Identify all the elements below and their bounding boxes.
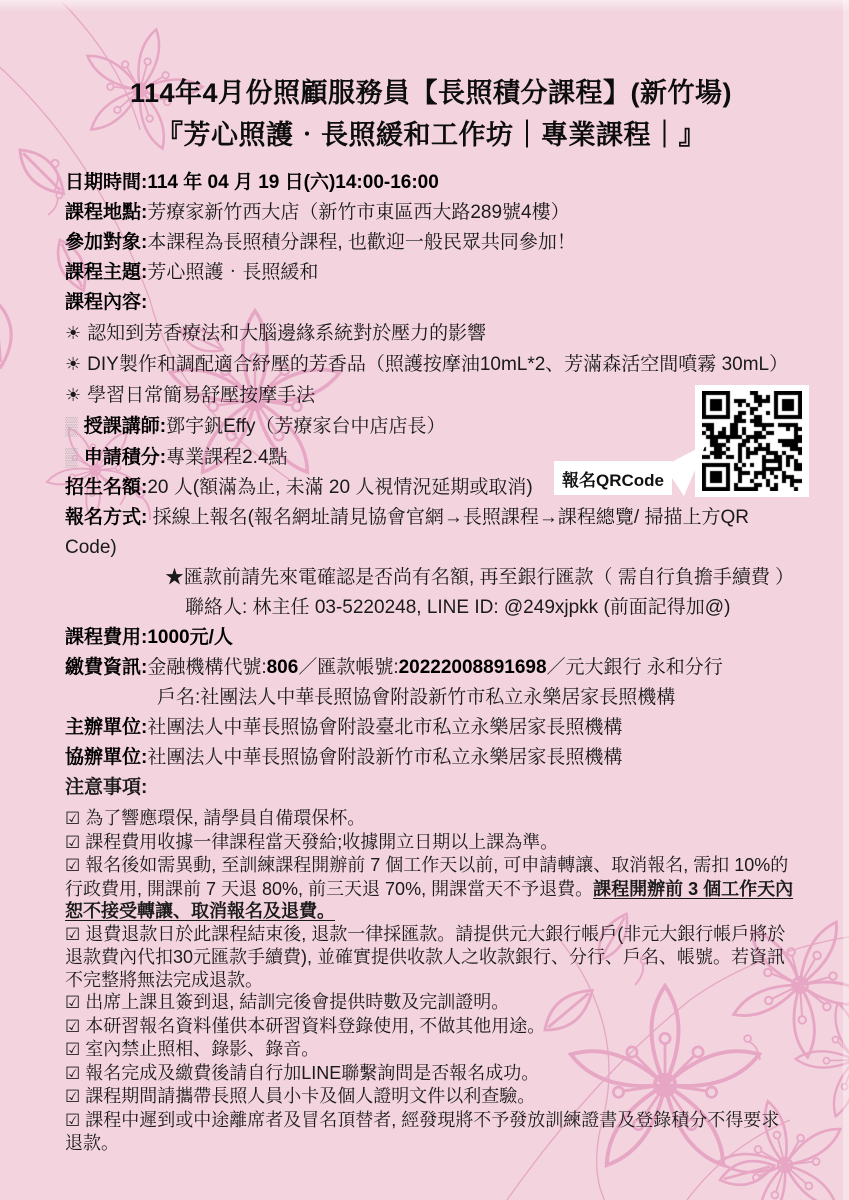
- sun-bullet-icon: ☀: [65, 323, 82, 343]
- checkbox-icon: ☑: [65, 1110, 81, 1130]
- note-text: 出席上課且簽到退, 結訓完後會提供時數及完訓證明。: [85, 992, 510, 1012]
- checkbox-icon: ☑: [65, 1087, 81, 1106]
- payment-part2: ／匯款帳號:: [298, 657, 399, 678]
- note-text: 本研習報名資料僅供本研習資料登錄使用, 不做其他用途。: [85, 1015, 546, 1036]
- note-item-2: [65, 831, 797, 855]
- checkbox-icon: ☑: [65, 993, 81, 1012]
- title-block: [65, 72, 797, 156]
- note-item-3: [65, 854, 797, 923]
- fee-row: [65, 623, 797, 653]
- quota-label: 招生名額:: [65, 477, 148, 498]
- note-text: 為了響應環保, 請學員自備環保杯。: [85, 808, 366, 828]
- note-text: 課程期間請攜帶長照人員小卡及個人證明文件以利查驗。: [85, 1086, 536, 1106]
- note-underlined-text: 課程開辦前 3 個工作天內恕不接受轉讓、取消報名及退費。: [65, 878, 794, 921]
- flyer-content: [65, 0, 797, 1155]
- date-label: 日期時間:: [65, 172, 148, 193]
- fee-value: 1000元/人: [147, 627, 233, 648]
- bullet-row-1: [65, 318, 797, 349]
- star-note-row: [65, 563, 797, 593]
- account-name-row: [65, 683, 797, 713]
- content-heading: 課程內容:: [65, 292, 148, 313]
- qr-code: [695, 385, 809, 497]
- notes-heading: 注意事項:: [65, 777, 148, 798]
- bullet-row-2: [65, 349, 797, 380]
- note-text: 報名後如需異動, 至訓練課程開辦前 7 個工作天以前, 可申請轉讓、取消報名, 需扣 10%的行政費用, 開課前 7 天退 80%, 前三天退 70%, 開課當天不予退費。: [65, 855, 789, 899]
- note-item-8: [65, 1062, 797, 1086]
- location-value: 芳療家新竹西大店（新竹市東區西大路289號4樓）: [147, 202, 570, 223]
- points-label: 申請積分:: [83, 447, 167, 468]
- account-name-value: 社團法人中華長照協會附設新竹市私立永樂居家長照機構: [200, 687, 676, 708]
- checkbox-icon: ☑: [65, 1063, 81, 1083]
- checkbox-icon: ☑: [65, 1016, 81, 1036]
- audience-label: 參加對象:: [65, 232, 148, 253]
- note-text: 課程費用收據一律課程當天發給;收據開立日期以上課為準。: [85, 831, 559, 852]
- teacher-row: [65, 411, 797, 442]
- note-item-5: [65, 991, 797, 1015]
- payment-row: [65, 653, 797, 683]
- payment-bank-code: 806: [266, 657, 299, 678]
- account-name-label: 戶名:: [157, 687, 201, 708]
- organizer-row: [65, 713, 797, 743]
- contact-row: [65, 593, 797, 623]
- signup-row: [65, 503, 797, 563]
- fee-label: 課程費用:: [65, 627, 148, 648]
- payment-label: 繳費資訊:: [65, 657, 148, 678]
- note-item-9: [65, 1085, 797, 1109]
- topic-row: [65, 258, 797, 288]
- note-text: 報名完成及繳費後請自行加LINE聯繫詢問是否報名成功。: [85, 1062, 540, 1083]
- bullet-row-3: [65, 380, 797, 411]
- content-heading-row: [65, 288, 797, 318]
- checkbox-icon: ☑: [65, 856, 81, 875]
- bullet-text-1: 認知到芳香療法和大腦邊緣系統對於壓力的影響: [87, 323, 487, 344]
- note-item-7: [65, 1038, 797, 1062]
- bullet-text-2: DIY製作和調配適合紓壓的芳香品（照護按摩油10mL*2、芳滿森活空間噴霧 30mL）: [87, 354, 789, 375]
- contact-info: 聯絡人: 林主任 03-5220248, LINE ID: @249xjpkk (前面記得加@): [185, 597, 731, 618]
- date-value: 114 年 04 月 19 日(六)14:00-16:00: [147, 172, 439, 193]
- page-right-edge: [843, 0, 849, 1200]
- signup-value: 採線上報名(報名網址請見協會官網→長照課程→課程總覽/ 掃描上方QR Code): [65, 507, 749, 558]
- audience-value: 本課程為長照積分課程, 也歡迎一般民眾共同參加！: [147, 232, 576, 253]
- sun-bullet-icon: ☀: [65, 354, 82, 374]
- audience-row: [65, 228, 797, 258]
- organizer-label: 主辦單位:: [65, 717, 148, 738]
- note-item-4: [65, 923, 797, 992]
- location-label: 課程地點:: [65, 202, 148, 223]
- qr-caption-label: [554, 461, 672, 495]
- checkbox-icon: ☑: [65, 809, 81, 828]
- note-text: 退費退款日於此課程結束後, 退款一律採匯款。請提供元大銀行帳戶(非元大銀行帳戶將於退款費內代扣30元匯款手續費), 並確實提供收款人之收款銀行、分行、戶名、帳號。若資訊不完整將無法完成退款。: [65, 923, 786, 990]
- co-organizer-row: [65, 743, 797, 773]
- page-title-line1: 114年4月份照顧服務員【長照積分課程】(新竹場): [129, 78, 733, 108]
- co-organizer-label: 協辦單位:: [65, 747, 148, 768]
- note-text: 室內禁止照相、錄影、錄音。: [85, 1039, 320, 1059]
- notes-list: [65, 807, 797, 1155]
- qr-caption-text: 報名QRCode: [562, 470, 664, 490]
- location-row: [65, 198, 797, 228]
- signup-label: 報名方式:: [65, 507, 148, 528]
- co-organizer-value: 社團法人中華長照協會附設新竹市私立永樂居家長照機構: [147, 747, 623, 768]
- date-row: [65, 168, 797, 198]
- payment-account-number: 20222008891698: [398, 657, 547, 678]
- note-item-1: [65, 807, 797, 831]
- qr-code-pattern: [702, 391, 802, 491]
- checkbox-icon: ☑: [65, 832, 81, 852]
- teacher-label: 授課講師:: [83, 416, 167, 437]
- quota-value: 20 人(額滿為止, 未滿 20 人視情況延期或取消): [147, 477, 533, 498]
- payment-part3: ／元大銀行 永和分行: [546, 657, 723, 678]
- payment-part1: 金融機構代號:: [147, 657, 267, 678]
- topic-label: 課程主題:: [65, 262, 148, 283]
- checkbox-icon: ☑: [65, 924, 81, 944]
- teacher-value: 鄧宇釩Effy（芳療家台中店店長）: [166, 416, 446, 437]
- note-item-6: [65, 1015, 797, 1039]
- star-note: ★匯款前請先來電確認是否尚有名額, 再至銀行匯款（ 需自行負擔手續費 ）: [165, 567, 795, 588]
- note-item-10: [65, 1109, 797, 1155]
- bullet-text-3: 學習日常簡易舒壓按摩手法: [87, 385, 316, 406]
- organizer-value: 社團法人中華長照協會附設臺北市私立永樂居家長照機構: [147, 717, 623, 738]
- page-title-line2: 『芳心照護‧長照緩和工作坊｜專業課程｜』: [156, 120, 706, 150]
- topic-value: 芳心照護‧長照緩和: [147, 262, 319, 283]
- note-text: 課程中遲到或中途離席者及冒名頂替者, 經發現將不予發放訓練證書及登錄積分不得要求退款。: [65, 1109, 780, 1153]
- sun-bullet-icon: ☀: [65, 385, 82, 405]
- points-value: 專業課程2.4點: [166, 447, 288, 468]
- shade-bullet-icon: ▒: [65, 416, 78, 436]
- shade-bullet-icon: ▒: [65, 447, 78, 467]
- checkbox-icon: ☑: [65, 1040, 81, 1059]
